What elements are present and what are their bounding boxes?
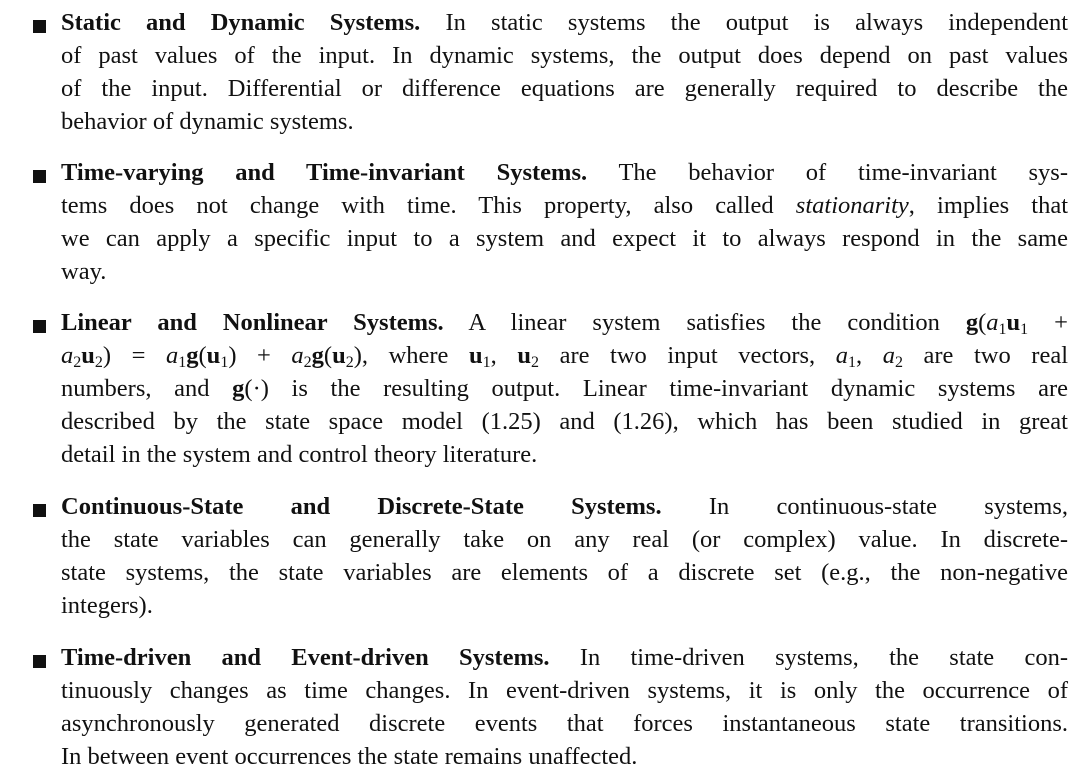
- text-segment: g: [186, 342, 199, 369]
- item-heading: Static and Dynamic Systems.: [61, 9, 421, 36]
- text-line: [61, 490, 1068, 523]
- text-segment: u: [1006, 309, 1021, 336]
- square-bullet-icon: [33, 170, 46, 183]
- text-segment: a: [986, 309, 999, 336]
- text-segment: 1: [220, 354, 229, 371]
- text-segment: In continuous-state systems,: [661, 493, 1068, 520]
- text-segment: 2: [894, 354, 903, 371]
- paragraph: [61, 6, 1068, 138]
- text-line: [61, 740, 1068, 773]
- text-segment: 2: [303, 354, 312, 371]
- text-segment: g: [311, 342, 324, 369]
- paragraph: [61, 490, 1068, 622]
- paragraph: [61, 156, 1068, 288]
- text-segment: a: [835, 342, 848, 369]
- text-segment: behavior of dynamic systems.: [61, 108, 354, 135]
- square-bullet-icon: [33, 20, 46, 33]
- text-line: [61, 72, 1068, 105]
- text-segment: g: [965, 309, 979, 336]
- text-line: [61, 222, 1068, 255]
- text-segment: numbers, and: [61, 375, 233, 402]
- square-bullet-icon: [33, 320, 46, 333]
- text-segment: , implies that: [908, 192, 1069, 219]
- text-segment: 2: [94, 354, 103, 371]
- text-line: [61, 589, 1068, 622]
- text-segment: u: [469, 342, 483, 369]
- text-line: [61, 674, 1068, 707]
- text-line: [61, 6, 1068, 39]
- text-segment: ,: [490, 342, 518, 369]
- text-segment: 1: [1020, 321, 1029, 338]
- text-line: [61, 105, 1068, 138]
- text-segment: are two real: [902, 342, 1069, 369]
- text-line: [61, 339, 1068, 372]
- text-segment: (: [198, 342, 207, 369]
- item-heading: Continuous-State and Discrete-State Systems.: [61, 493, 662, 520]
- item-heading: Linear and Nonlinear Systems.: [61, 309, 444, 336]
- text-segment: 1: [482, 354, 491, 371]
- text-line: [61, 556, 1068, 589]
- text-segment: g: [232, 375, 245, 402]
- item-heading: Time-driven and Event-driven Systems.: [61, 644, 550, 671]
- square-bullet-icon: [33, 655, 46, 668]
- text-segment: detail in the system and control theory literature.: [61, 441, 538, 468]
- paragraph: [61, 306, 1068, 471]
- text-segment: a: [882, 342, 895, 369]
- text-segment: ) +: [228, 342, 292, 369]
- text-line: [61, 438, 1068, 471]
- text-segment: u: [517, 342, 531, 369]
- text-line: [61, 306, 1068, 339]
- text-line: [61, 641, 1068, 674]
- text-line: [61, 156, 1068, 189]
- text-line: [61, 39, 1068, 72]
- text-line: [61, 189, 1068, 222]
- text-segment: In between event occurrences the state remains unaffected.: [61, 743, 638, 770]
- text-segment: state systems, the state variables are elements of a discrete set (e.g., the non-negative: [61, 559, 1068, 586]
- text-segment: of the input. Differential or difference equations are generally required to describe the: [61, 75, 1068, 102]
- text-segment: tems does not change with time. This property, also called: [61, 192, 796, 219]
- text-segment: u: [332, 342, 346, 369]
- text-segment: In time-driven systems, the state con-: [549, 644, 1068, 671]
- text-segment: The behavior of time-invariant sys-: [587, 159, 1068, 186]
- text-segment: 1: [178, 354, 187, 371]
- text-segment: 2: [345, 354, 354, 371]
- text-segment: 1: [998, 321, 1007, 338]
- text-segment: asynchronously generated discrete events that forces instantaneous state transitions.: [61, 710, 1068, 737]
- text-line: [61, 372, 1068, 405]
- text-segment: a: [61, 342, 74, 369]
- text-segment: u: [206, 342, 221, 369]
- item-heading: Time-varying and Time-invariant Systems.: [61, 159, 588, 186]
- text-segment: ), where: [353, 342, 470, 369]
- square-bullet-icon: [33, 504, 46, 517]
- text-segment: 1: [847, 354, 856, 371]
- text-line: [61, 707, 1068, 740]
- text-segment: a: [291, 342, 304, 369]
- text-segment: the state variables can generally take on any real (or complex) value. In discrete-: [61, 526, 1068, 553]
- text-segment: In static systems the output is always independent: [420, 9, 1069, 36]
- text-segment: +: [1028, 309, 1068, 336]
- text-segment: of past values of the input. In dynamic systems, the output does depend on past values: [61, 42, 1068, 69]
- paragraph: [61, 641, 1068, 773]
- text-segment: way.: [61, 258, 107, 285]
- text-segment: A linear system satisfies the condition: [443, 309, 966, 336]
- text-segment: a: [166, 342, 179, 369]
- text-segment: ,: [855, 342, 883, 369]
- text-line: [61, 405, 1068, 438]
- text-segment: 2: [73, 354, 82, 371]
- text-segment: integers).: [61, 592, 153, 619]
- text-segment: ) =: [102, 342, 166, 369]
- text-segment: (·) is the resulting output. Linear time-invariant dynamic systems are: [244, 375, 1068, 402]
- text-segment: u: [81, 342, 95, 369]
- text-segment: are two input vectors,: [539, 342, 836, 369]
- text-segment: 2: [531, 354, 539, 371]
- text-segment: stationarity: [795, 192, 909, 219]
- text-segment: described by the state space model (1.25) and (1.26), which has been studied in great: [61, 408, 1068, 435]
- text-line: [61, 523, 1068, 556]
- text-segment: we can apply a specific input to a system and expect it to always respond in the same: [61, 225, 1068, 252]
- text-segment: (: [978, 309, 987, 336]
- text-segment: (: [323, 342, 333, 369]
- text-line: [61, 255, 1068, 288]
- text-segment: tinuously changes as time changes. In event-driven systems, it is only the occurrence of: [61, 677, 1068, 704]
